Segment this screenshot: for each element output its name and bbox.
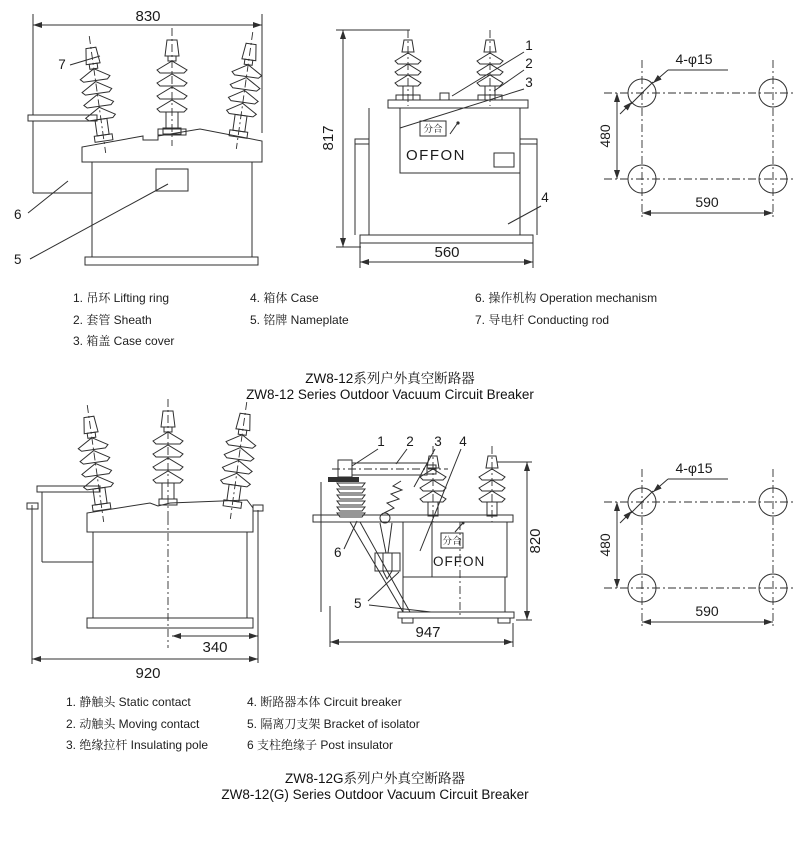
insulator-right (221, 30, 267, 151)
switch-indicator-text: 分合 (423, 124, 443, 135)
zw812-side-view (320, 30, 549, 268)
legend-top-col3 (475, 288, 657, 331)
dim-560-text: 560 (434, 244, 460, 261)
dim-820-text: 820 (527, 528, 544, 554)
part-label-3: 3 (434, 434, 442, 449)
legend-bottom-col2 (247, 692, 420, 757)
dimension-820 (497, 462, 544, 620)
dim-920-text: 920 (135, 665, 161, 682)
dimension-560 (360, 243, 533, 268)
part-label-7: 7 (58, 57, 66, 72)
zw812-front-view (14, 8, 268, 267)
legend-item: 1. 静触头 Static contact (66, 695, 191, 709)
legend-item: 6. 操作机构 Operation mechanism (475, 291, 658, 305)
legend-item: 3. 绝缘拉杆 Insulating pole (66, 738, 209, 752)
dim-590-text: 590 (695, 603, 719, 619)
bushing-left (420, 446, 446, 522)
insulator-center (153, 399, 183, 517)
leader-4 (508, 206, 541, 224)
legend-item: 3. 箱盖 Case cover (73, 334, 175, 348)
figure-bottom-title-zh: ZW8-12G系列户外真空断路器 (284, 771, 465, 786)
legend-top-col2 (250, 288, 349, 331)
part-label-4: 4 (459, 434, 467, 449)
dim-340-text: 340 (202, 639, 228, 656)
insulator-center (157, 28, 187, 146)
post-insulator (337, 483, 365, 517)
leader-6 (28, 181, 68, 213)
legend-bottom-col1 (66, 692, 208, 757)
operating-handle-icon (450, 121, 460, 134)
case-outline (87, 500, 263, 628)
contact-bar (328, 477, 359, 482)
dim-480-text: 480 (597, 533, 613, 557)
dim-480-text: 480 (597, 124, 613, 148)
insulator-left (74, 34, 120, 155)
leader-1 (452, 52, 524, 96)
leader-2 (396, 449, 407, 464)
legend-item: 2. 套管 Sheath (73, 312, 152, 327)
figure-bottom-title-en: ZW8-12(G) Series Outdoor Vacuum Circuit Breaker (221, 787, 529, 802)
part-label-6: 6 (14, 207, 22, 222)
zw812g-front-view (27, 399, 263, 682)
legend-top-col1 (73, 288, 174, 353)
operation-mechanism-outline (28, 115, 97, 193)
holes-label: 4-φ15 (675, 51, 713, 67)
dimension-830 (33, 8, 262, 133)
part-label-3: 3 (525, 75, 533, 90)
case-cover (388, 95, 528, 108)
legend-item: 5. 隔离刀支架 Bracket of isolator (247, 716, 420, 731)
legend-item: 7. 导电杆 Conducting rod (475, 312, 610, 327)
dim-947-text: 947 (415, 624, 441, 641)
part-label-4: 4 (541, 190, 549, 205)
part-label-1: 1 (377, 434, 385, 449)
legend-item: 6 支柱绝缘子 Post insulator (247, 738, 394, 752)
dim-590-text: 590 (695, 194, 719, 210)
legend-item: 4. 箱体 Case (250, 291, 319, 305)
bushing-right (479, 446, 505, 522)
part-label-2: 2 (406, 434, 414, 449)
dimension-340 (172, 510, 258, 663)
insulating-pole (380, 481, 402, 523)
dim-830-text: 830 (135, 8, 161, 25)
side-bracket (27, 486, 100, 562)
dim-817-text: 817 (320, 125, 337, 151)
part-label-1: 1 (525, 38, 533, 53)
case-outline (82, 129, 262, 265)
zw812-mounting-pattern (597, 51, 794, 218)
insulator-right (215, 400, 261, 521)
figure-top-title-en: ZW8-12 Series Outdoor Vacuum Circuit Breaker (246, 387, 534, 402)
breaker-body (398, 522, 514, 624)
zw812g-side-view (313, 434, 544, 647)
part-label-5: 5 (354, 596, 362, 611)
zw812g-mounting-pattern (597, 460, 794, 627)
legend-item: 1. 吊环 Lifting ring (73, 291, 170, 305)
insulator-left (72, 403, 118, 524)
leader-6 (344, 521, 357, 549)
legend-item: 4. 断路器本体 Circuit breaker (247, 695, 402, 709)
lifting-ring (440, 93, 449, 100)
panel-window (494, 153, 514, 167)
part-label-2: 2 (525, 56, 533, 71)
holes-label: 4-φ15 (675, 460, 713, 476)
figure-top-title-zh: ZW8-12系列户外真空断路器 (305, 371, 475, 386)
part-label-6: 6 (334, 545, 342, 560)
mounting-beam (313, 515, 513, 522)
legend-item: 5. 铭牌 Nameplate (250, 312, 349, 327)
switch-indicator-text: 分合 (442, 536, 462, 547)
offon-text: OFFON (406, 147, 466, 164)
part-label-5: 5 (14, 252, 22, 267)
mechanism-panel (400, 108, 520, 173)
legend-item: 2. 动触头 Moving contact (66, 716, 200, 731)
offon-text: OFFON (433, 554, 486, 569)
